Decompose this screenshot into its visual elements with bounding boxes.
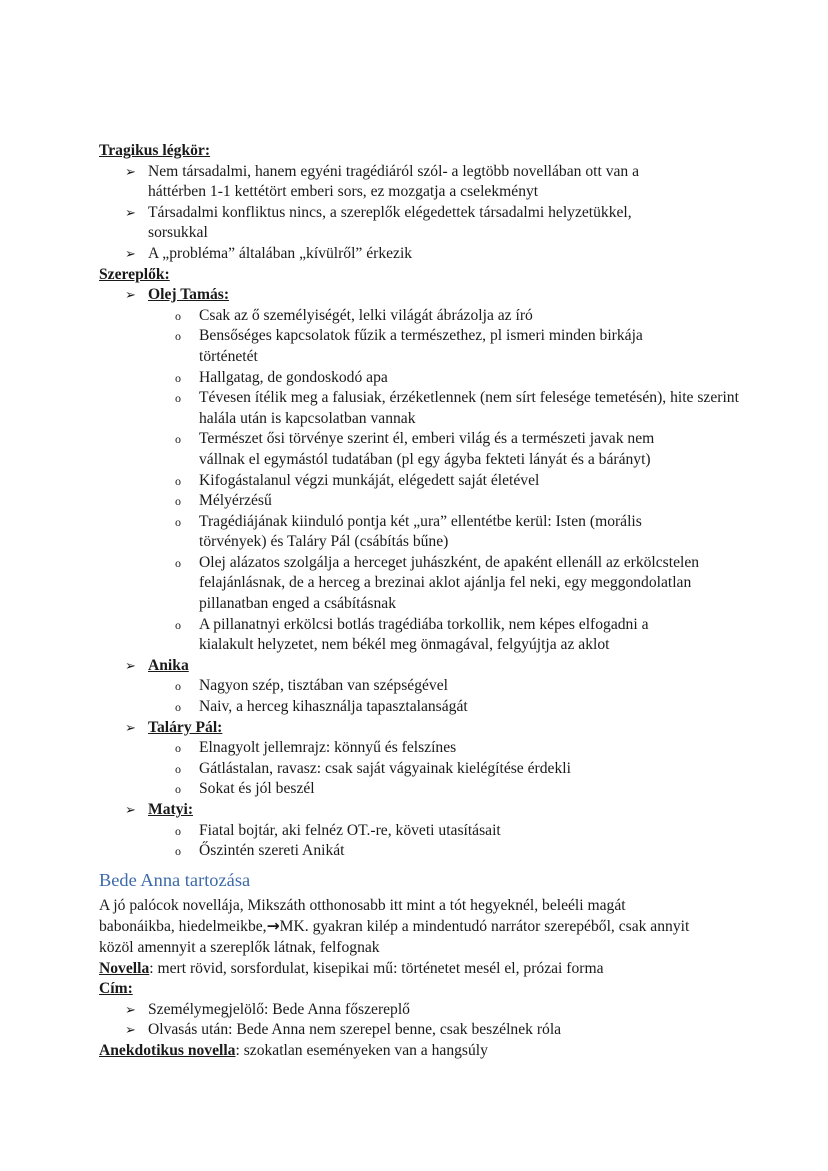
document-page [99, 141, 739, 1062]
circle-bullet-icon: o [175, 679, 181, 694]
list-item: o Tévesen ítélik meg a falusiak, érzéketlennek (nem sírt felesége temetésén), hite szerint halála után is kapcsolatban vannak [175, 389, 739, 427]
circle-bullet-icon: o [175, 823, 181, 838]
list-item: o Hallgatag, de gondoskodó apa [99, 368, 739, 389]
list-item: ➢ Nem társadalmi, hanem egyéni tragédiáról szól- a legtöbb novellában ott van a háttérben 1-1 kettétört emberi sors, ez mozgatja a cselekményt [125, 162, 640, 201]
character-heading-olej: ➢ Olej Tamás: [99, 285, 739, 306]
arrow-bullet-icon: ➢ [125, 1022, 136, 1038]
list-item: o Tragédiájának kiinduló pontja két „ura” ellentétbe kerül: Isten (morális törvények) és Taláry Pál (csábítás bűne) [175, 512, 642, 551]
arrow-bullet-icon: ➢ [125, 1001, 136, 1017]
list-item: o Fiatal bojtár, aki felnéz OT.-re, követi utasításait [99, 821, 739, 842]
list-item: o Őszintén szereti Anikát [99, 841, 739, 862]
list-item: o Természet ősi törvénye szerint él, emberi világ és a természeti javak nem vállnak el egymástól tudatában (pl egy ágyba fekteti lányát és a bárányt) [175, 430, 655, 468]
circle-bullet-icon: o [175, 329, 181, 344]
list-item: ➢ A „probléma” általában „kívülről” érkezik [99, 244, 739, 265]
intro-paragraph: A jó palócok novellája, Mikszáth otthonosabb itt mint a tót hegyeknél, beleéli magát babonáikba, hiedelmeikbe,→MK. gyakran kilép a mindentudó narrátor szerepéből, csak annyit közöl amennyit a szereplők látnak, felfognak [99, 896, 690, 956]
arrow-bullet-icon: ➢ [125, 204, 136, 220]
list-item: o Kifogástalanul végzi munkáját, elégedett saját életével [99, 471, 739, 492]
circle-bullet-icon: o [175, 555, 181, 570]
circle-bullet-icon: o [175, 700, 181, 715]
circle-bullet-icon: o [175, 473, 181, 488]
circle-bullet-icon: o [175, 494, 181, 509]
character-heading-talary: ➢ Taláry Pál: [99, 718, 739, 739]
arrow-bullet-icon: ➢ [125, 657, 136, 673]
list-item: o Elnagyolt jellemrajz: könnyű és felszínes [99, 738, 739, 759]
novella-definition: Novella: mert rövid, sorsfordulat, kisepikai mű: történetet mesél el, prózai forma [99, 959, 604, 977]
heading-szereplok: Szereplők: [99, 265, 170, 283]
section-title-bede-anna: Bede Anna tartozása [99, 869, 251, 890]
circle-bullet-icon: o [175, 514, 181, 529]
arrow-bullet-icon: ➢ [125, 163, 136, 179]
circle-bullet-icon: o [175, 844, 181, 859]
circle-bullet-icon: o [175, 370, 181, 385]
heading-tragikus: Tragikus légkör: [99, 142, 211, 159]
list-item: o A pillanatnyi erkölcsi botlás tragédiába torkollik, nem képes elfogadni a kialakult helyzetet, nem békél meg önmagával, felgyújtja az aklot [175, 615, 649, 654]
list-item: o Gátlástalan, ravasz: csak saját vágyainak kielégítése érdekli [99, 759, 739, 780]
heading-cim: Cím: [99, 980, 133, 998]
circle-bullet-icon: o [175, 782, 181, 797]
circle-bullet-icon: o [175, 308, 181, 323]
arrow-bullet-icon: ➢ [125, 245, 136, 261]
circle-bullet-icon: o [175, 432, 181, 447]
list-item: ➢ Társadalmi konfliktus nincs, a szereplők elégedettek társadalmi helyzetükkel, sorsukkal [125, 203, 632, 242]
character-heading-anika: ➢ Anika [99, 656, 739, 677]
right-arrow-icon: → [266, 917, 280, 936]
character-heading-matyi: ➢ Matyi: [99, 800, 739, 821]
list-item: o Sokat és jól beszél [99, 779, 739, 800]
circle-bullet-icon: o [175, 391, 181, 406]
list-item: ➢ Olvasás után: Bede Anna nem szerepel benne, csak beszélnek róla [99, 1020, 739, 1041]
circle-bullet-icon: o [175, 741, 181, 756]
list-item: o Csak az ő személyiségét, lelki világát ábrázolja az író [99, 306, 739, 327]
list-item: o Bensőséges kapcsolatok fűzik a természethez, pl ismeri minden birkája történetét [175, 327, 643, 365]
arrow-bullet-icon: ➢ [125, 719, 136, 735]
list-item: o Mélyérzésű [99, 491, 739, 512]
list-item: o Olej alázatos szolgálja a herceget juhászként, de apaként ellenáll az erkölcstelen felajánlásnak, de a herceg a brezinai aklot ajánlja fel neki, egy meggondolatlan pillanatban enged a csábításnak [175, 553, 700, 613]
arrow-bullet-icon: ➢ [125, 287, 136, 303]
circle-bullet-icon: o [175, 617, 181, 632]
list-item: ➢ Személymegjelölő: Bede Anna főszereplő [99, 1000, 739, 1021]
list-item: o Naiv, a herceg kihasználja tapasztalanságát [99, 697, 739, 718]
anekdotikus-definition: Anekdotikus novella: szokatlan eseményeken van a hangsúly [99, 1041, 488, 1059]
list-item: o Nagyon szép, tisztában van szépségével [99, 676, 739, 697]
arrow-bullet-icon: ➢ [125, 802, 136, 817]
circle-bullet-icon: o [175, 761, 181, 776]
